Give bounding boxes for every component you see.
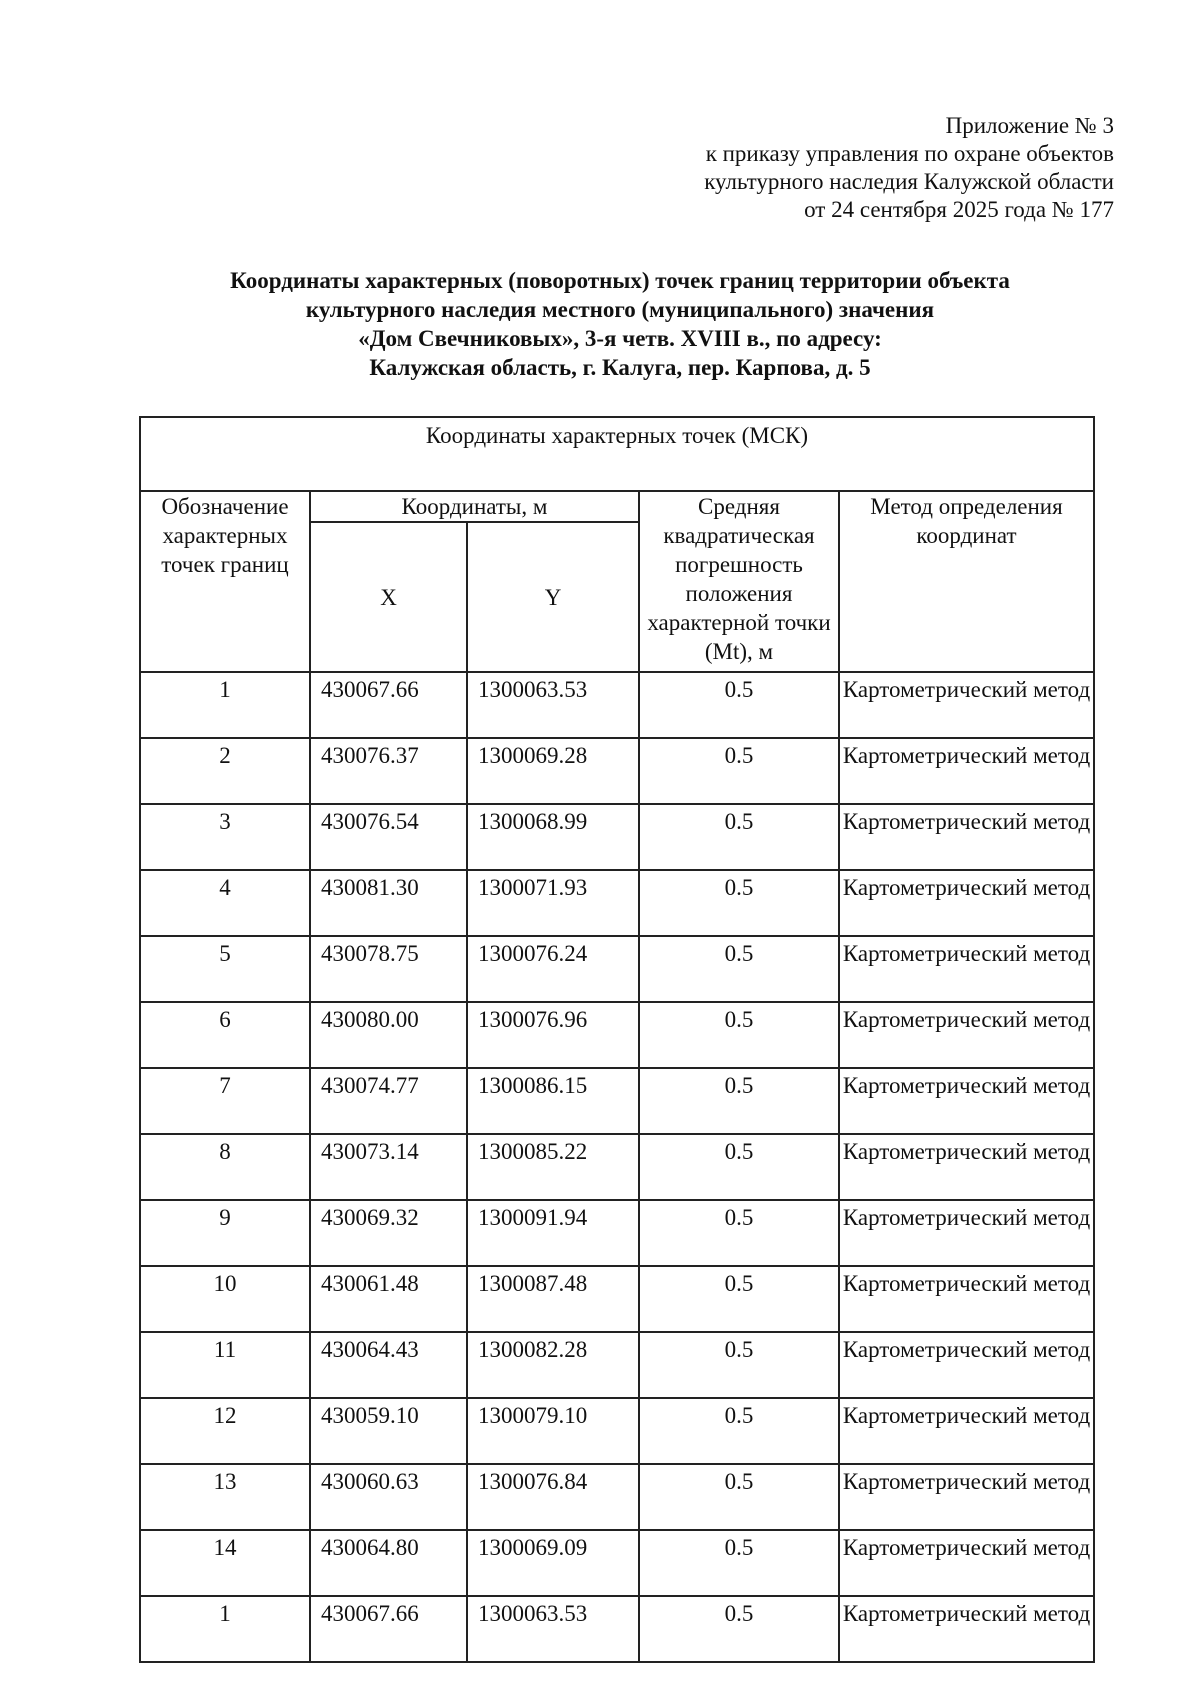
cell-point: 9 xyxy=(140,1200,310,1266)
cell-x: 430080.00 xyxy=(310,1002,467,1068)
cell-x: 430059.10 xyxy=(310,1398,467,1464)
cell-mt: 0.5 xyxy=(639,936,839,1002)
cell-x: 430061.48 xyxy=(310,1266,467,1332)
cell-mt: 0.5 xyxy=(639,804,839,870)
cell-method: Картометрический метод xyxy=(839,1068,1094,1134)
cell-method: Картометрический метод xyxy=(839,738,1094,804)
table-row xyxy=(140,1134,1094,1200)
cell-y: 1300071.93 xyxy=(467,870,639,936)
cell-y: 1300076.24 xyxy=(467,936,639,1002)
annex-line-1: Приложение № 3 xyxy=(945,113,1114,138)
cell-mt: 0.5 xyxy=(639,1596,839,1662)
title-line-2: культурного наследия местного (муниципального) значения xyxy=(305,297,935,322)
cell-method: Картометрический метод xyxy=(839,1332,1094,1398)
cell-point: 12 xyxy=(140,1398,310,1464)
header-method: Метод определения координат xyxy=(839,491,1094,672)
cell-y: 1300082.28 xyxy=(467,1332,639,1398)
cell-point: 5 xyxy=(140,936,310,1002)
cell-point: 1 xyxy=(140,672,310,738)
table-row xyxy=(140,672,1094,738)
cell-mt: 0.5 xyxy=(639,1200,839,1266)
cell-point: 11 xyxy=(140,1332,310,1398)
header-point-designation: Обозначение характерных точек границ xyxy=(140,491,310,672)
cell-y: 1300068.99 xyxy=(467,804,639,870)
cell-mt: 0.5 xyxy=(639,1464,839,1530)
cell-method: Картометрический метод xyxy=(839,1134,1094,1200)
annex-line-4: от 24 сентября 2025 года № 177 xyxy=(804,197,1114,222)
title-line-1: Координаты характерных (поворотных) точек границ территории объекта xyxy=(230,268,1010,293)
annex-block xyxy=(704,112,1114,224)
cell-method: Картометрический метод xyxy=(839,1398,1094,1464)
cell-method: Картометрический метод xyxy=(839,936,1094,1002)
cell-y: 1300087.48 xyxy=(467,1266,639,1332)
cell-point: 13 xyxy=(140,1464,310,1530)
table-row xyxy=(140,738,1094,804)
cell-method: Картометрический метод xyxy=(839,1266,1094,1332)
cell-y: 1300079.10 xyxy=(467,1398,639,1464)
cell-x: 430064.80 xyxy=(310,1530,467,1596)
cell-x: 430064.43 xyxy=(310,1332,467,1398)
cell-y: 1300076.84 xyxy=(467,1464,639,1530)
coordinates-table xyxy=(139,416,1095,1663)
cell-method: Картометрический метод xyxy=(839,672,1094,738)
header-x: X xyxy=(310,522,467,672)
cell-mt: 0.5 xyxy=(639,738,839,804)
cell-method: Картометрический метод xyxy=(839,1200,1094,1266)
table-caption: Координаты характерных точек (МСК) xyxy=(140,417,1094,491)
cell-x: 430073.14 xyxy=(310,1134,467,1200)
table-row xyxy=(140,1530,1094,1596)
cell-x: 430069.32 xyxy=(310,1200,467,1266)
cell-x: 430067.66 xyxy=(310,672,467,738)
cell-mt: 0.5 xyxy=(639,1002,839,1068)
cell-mt: 0.5 xyxy=(639,1266,839,1332)
cell-method: Картометрический метод xyxy=(839,1002,1094,1068)
cell-x: 430076.37 xyxy=(310,738,467,804)
cell-point: 10 xyxy=(140,1266,310,1332)
cell-y: 1300063.53 xyxy=(467,672,639,738)
cell-mt: 0.5 xyxy=(639,1068,839,1134)
cell-y: 1300069.28 xyxy=(467,738,639,804)
table-row xyxy=(140,1002,1094,1068)
document-title xyxy=(140,266,1100,382)
cell-point: 4 xyxy=(140,870,310,936)
cell-y: 1300076.96 xyxy=(467,1002,639,1068)
cell-point: 6 xyxy=(140,1002,310,1068)
annex-line-2: к приказу управления по охране объектов xyxy=(705,141,1114,166)
cell-mt: 0.5 xyxy=(639,870,839,936)
table-row xyxy=(140,1464,1094,1530)
cell-method: Картометрический метод xyxy=(839,1530,1094,1596)
cell-method: Картометрический метод xyxy=(839,804,1094,870)
cell-x: 430067.66 xyxy=(310,1596,467,1662)
table-row xyxy=(140,804,1094,870)
cell-y: 1300085.22 xyxy=(467,1134,639,1200)
title-line-3: «Дом Свечниковых», 3-я четв. XVIII в., по адресу: xyxy=(358,326,882,351)
cell-y: 1300091.94 xyxy=(467,1200,639,1266)
cell-point: 1 xyxy=(140,1596,310,1662)
cell-mt: 0.5 xyxy=(639,1332,839,1398)
cell-method: Картометрический метод xyxy=(839,1464,1094,1530)
cell-y: 1300063.53 xyxy=(467,1596,639,1662)
table-row xyxy=(140,870,1094,936)
cell-point: 14 xyxy=(140,1530,310,1596)
cell-point: 8 xyxy=(140,1134,310,1200)
table-row xyxy=(140,1596,1094,1662)
cell-y: 1300086.15 xyxy=(467,1068,639,1134)
cell-method: Картометрический метод xyxy=(839,870,1094,936)
table-row xyxy=(140,936,1094,1002)
table-row xyxy=(140,1332,1094,1398)
table-row xyxy=(140,1398,1094,1464)
annex-line-3: культурного наследия Калужской области xyxy=(704,169,1114,194)
title-line-4: Калужская область, г. Калуга, пер. Карпова, д. 5 xyxy=(369,355,871,380)
cell-y: 1300069.09 xyxy=(467,1530,639,1596)
cell-mt: 0.5 xyxy=(639,1530,839,1596)
cell-x: 430081.30 xyxy=(310,870,467,936)
cell-x: 430074.77 xyxy=(310,1068,467,1134)
header-y: Y xyxy=(467,522,639,672)
table-row xyxy=(140,1200,1094,1266)
cell-method: Картометрический метод xyxy=(839,1596,1094,1662)
cell-x: 430076.54 xyxy=(310,804,467,870)
header-coordinates: Координаты, м xyxy=(310,491,639,522)
cell-point: 2 xyxy=(140,738,310,804)
table-row xyxy=(140,1266,1094,1332)
cell-point: 7 xyxy=(140,1068,310,1134)
cell-mt: 0.5 xyxy=(639,672,839,738)
cell-x: 430060.63 xyxy=(310,1464,467,1530)
cell-mt: 0.5 xyxy=(639,1398,839,1464)
header-error: Средняя квадратическая погрешность положения характерной точки (Mt), м xyxy=(639,491,839,672)
table-row xyxy=(140,1068,1094,1134)
cell-x: 430078.75 xyxy=(310,936,467,1002)
cell-mt: 0.5 xyxy=(639,1134,839,1200)
cell-point: 3 xyxy=(140,804,310,870)
